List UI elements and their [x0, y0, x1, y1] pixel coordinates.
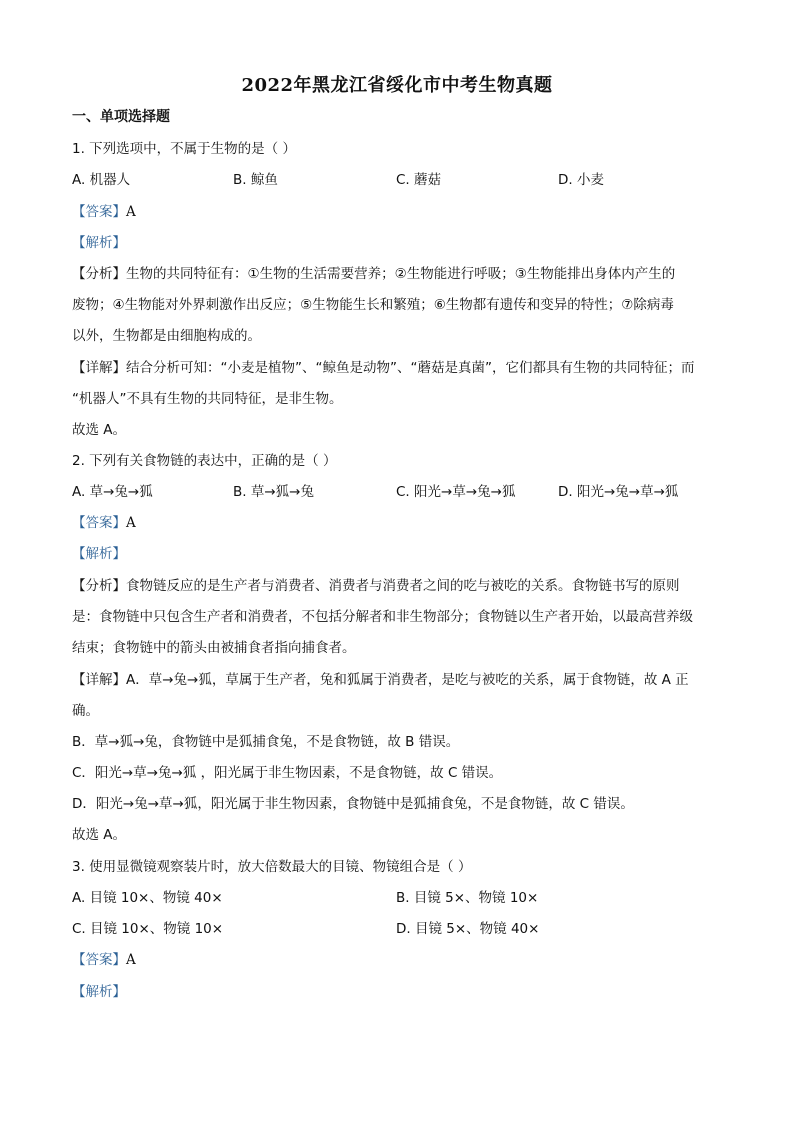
fenxi-label: 【分析】	[72, 266, 126, 282]
answer-value: A	[126, 204, 136, 220]
question-2-xiangjie-line-2: 确。	[72, 703, 99, 719]
question-2-fenxi-line-1	[72, 577, 680, 595]
fenxi-text: 食物链反应的是生产者与消费者、消费者与消费者之间的吃与被吃的关系。食物链书写的原则	[126, 578, 680, 594]
analysis-label: 【解析】	[72, 235, 126, 251]
question-3-option-b: B. 目镜 5×、物镜 10×	[396, 890, 539, 906]
document-title: 2022年黑龙江省绥化市中考生物真题	[241, 75, 553, 96]
question-2-xiangjie-line-4: C．阳光→草→兔→狐 ，阳光属于非生物因素，不是食物链，故 C 错误。	[72, 765, 503, 781]
xiangjie-text: 结合分析可知：“小麦是植物”、“鲸鱼是动物”、“蘑菇是真菌”，它们都具有生物的共同特征；而	[126, 360, 695, 376]
answer-value: A	[126, 515, 136, 531]
question-2-fenxi-line-2: 是：食物链中只包含生产者和消费者，不包括分解者和非生物部分；食物链以生产者开始，以最高营养级	[72, 609, 693, 625]
answer-label: 【答案】	[72, 515, 126, 531]
xiangjie-text: A．草→兔→狐，草属于生产者，兔和狐属于消费者，是吃与被吃的关系，属于食物链，故 A 正	[126, 672, 689, 688]
question-2-option-a: A. 草→兔→狐	[72, 484, 153, 500]
question-1-option-b: B. 鲸鱼	[233, 172, 278, 188]
section-heading: 一、单项选择题	[72, 109, 170, 125]
question-2-stem: 2. 下列有关食物链的表达中，正确的是（ ）	[72, 453, 337, 469]
question-1-answer	[72, 203, 136, 221]
question-3-answer	[72, 951, 136, 969]
xiangjie-label: 【详解】	[72, 360, 126, 376]
question-3-stem: 3. 使用显微镜观察装片时，放大倍数最大的目镜、物镜组合是（ ）	[72, 859, 472, 875]
question-1-option-d: D. 小麦	[558, 172, 604, 188]
question-1-conclusion: 故选 A。	[72, 422, 127, 438]
answer-value: A	[126, 952, 136, 968]
answer-label: 【答案】	[72, 952, 126, 968]
question-1-fenxi-line-2: 废物；④生物能对外界刺激作出反应；⑤生物能生长和繁殖；⑥生物都有遗传和变异的特性；⑦除病毒	[72, 297, 674, 313]
question-3-option-a: A. 目镜 10×、物镜 40×	[72, 890, 223, 906]
fenxi-label: 【分析】	[72, 578, 126, 594]
question-1-stem: 1. 下列选项中，不属于生物的是（ ）	[72, 141, 296, 157]
question-2-answer	[72, 514, 136, 532]
analysis-label: 【解析】	[72, 546, 126, 562]
analysis-label: 【解析】	[72, 984, 126, 1000]
fenxi-text: 生物的共同特征有：①生物的生活需要营养；②生物能进行呼吸；③生物能排出身体内产生的	[126, 266, 676, 282]
answer-label: 【答案】	[72, 204, 126, 220]
question-1-option-c: C. 蘑菇	[396, 172, 442, 188]
question-2-xiangjie-line-5: D．阳光→兔→草→狐，阳光属于非生物因素，食物链中是狐捕食兔，不是食物链，故 C 错误。	[72, 796, 634, 812]
question-1-xiangjie-line-2: “机器人”不具有生物的共同特征，是非生物。	[72, 391, 343, 407]
question-2-xiangjie-line-1	[72, 671, 689, 689]
xiangjie-label: 【详解】	[72, 672, 126, 688]
question-1-fenxi-line-1	[72, 265, 675, 283]
question-2-xiangjie-line-3: B．草→狐→兔，食物链中是狐捕食兔，不是食物链，故 B 错误。	[72, 734, 460, 750]
question-1-fenxi-line-3: 以外，生物都是由细胞构成的。	[72, 328, 261, 344]
question-3-option-c: C. 目镜 10×、物镜 10×	[72, 921, 224, 937]
question-2-fenxi-line-3: 结束；食物链中的箭头由被捕食者指向捕食者。	[72, 640, 356, 656]
question-2-conclusion: 故选 A。	[72, 827, 127, 843]
question-2-option-c: C. 阳光→草→兔→狐	[396, 484, 516, 500]
question-2-option-b: B. 草→狐→兔	[233, 484, 314, 500]
question-3-option-d: D. 目镜 5×、物镜 40×	[396, 921, 540, 937]
question-1-option-a: A. 机器人	[72, 172, 131, 188]
question-1-xiangjie-line-1	[72, 359, 694, 377]
question-2-option-d: D. 阳光→兔→草→狐	[558, 484, 679, 500]
